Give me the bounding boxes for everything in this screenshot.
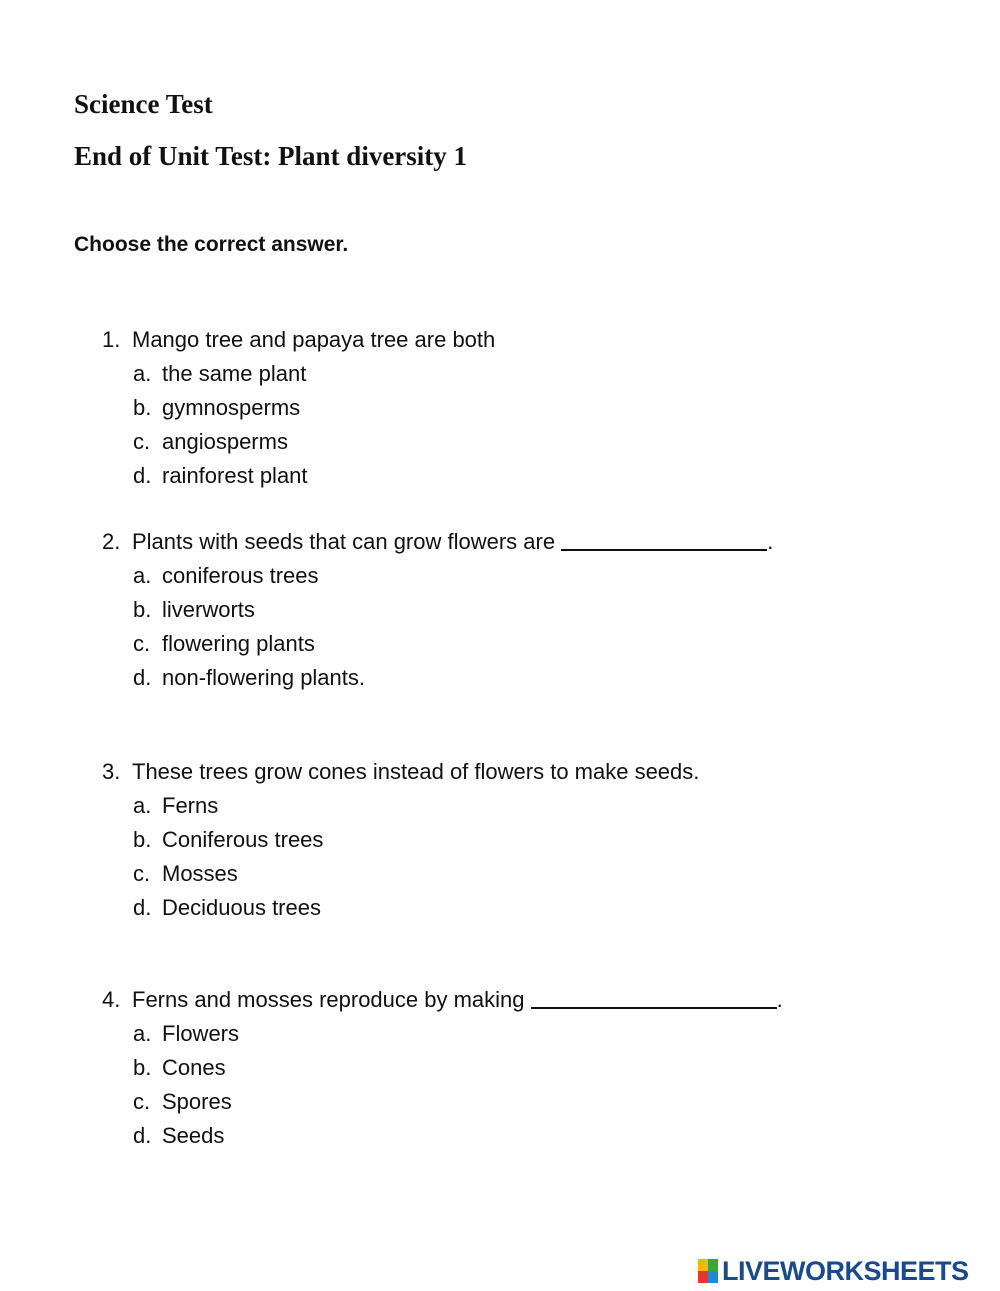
option-letter: a.: [133, 793, 152, 818]
option-letter: b.: [133, 395, 152, 420]
question-2-stem: [102, 525, 773, 559]
option-text: liverworts: [162, 597, 255, 622]
option-text: coniferous trees: [162, 563, 319, 588]
question-text: Ferns and mosses reproduce by making: [132, 987, 525, 1012]
question-number: 2.: [102, 529, 121, 554]
option-text: angiosperms: [162, 429, 288, 454]
option-text: Cones: [162, 1055, 226, 1080]
question-3-stem: [102, 755, 699, 789]
instruction-text: Choose the correct answer.: [74, 233, 349, 256]
question-1-option-c[interactable]: [133, 425, 288, 459]
page-title: Science Test: [74, 89, 213, 119]
logo-square-blue: [708, 1271, 718, 1283]
question-1-option-d[interactable]: [133, 459, 308, 493]
option-letter: d.: [133, 895, 152, 920]
question-1-option-b[interactable]: [133, 391, 300, 425]
question-2-option-d[interactable]: [133, 661, 365, 695]
question-text-end: .: [767, 529, 774, 554]
option-text: flowering plants: [162, 631, 315, 656]
question-number: 4.: [102, 987, 121, 1012]
question-4-stem: [102, 983, 783, 1017]
question-4-option-c[interactable]: [133, 1085, 232, 1119]
liveworksheets-logo[interactable]: [698, 1256, 969, 1286]
option-text: Spores: [162, 1089, 232, 1114]
liveworksheets-logo-icon: [698, 1259, 718, 1283]
answer-blank[interactable]: [561, 527, 767, 551]
option-letter: d.: [133, 1123, 152, 1148]
option-letter: c.: [133, 1089, 151, 1114]
option-text: the same plant: [162, 361, 307, 386]
question-4-option-b[interactable]: [133, 1051, 226, 1085]
option-letter: c.: [133, 861, 151, 886]
logo-square-yellow: [698, 1259, 708, 1271]
option-letter: c.: [133, 631, 151, 656]
question-3-option-c[interactable]: [133, 857, 238, 891]
question-text: Mango tree and papaya tree are both: [132, 327, 496, 352]
question-1-option-a[interactable]: [133, 357, 306, 391]
question-text-end: .: [776, 987, 783, 1012]
option-letter: b.: [133, 597, 152, 622]
option-text: gymnosperms: [162, 395, 301, 420]
option-text: Deciduous trees: [162, 895, 321, 920]
option-text: Coniferous trees: [162, 827, 324, 852]
question-text: Plants with seeds that can grow flowers are: [132, 529, 556, 554]
question-3-option-b[interactable]: [133, 823, 323, 857]
question-text: These trees grow cones instead of flowers to make seeds.: [132, 759, 700, 784]
question-2-option-b[interactable]: [133, 593, 255, 627]
question-1-stem: [102, 323, 495, 357]
option-letter: a.: [133, 563, 152, 588]
question-4-option-d[interactable]: [133, 1119, 224, 1153]
option-letter: a.: [133, 1021, 152, 1046]
option-letter: b.: [133, 827, 152, 852]
question-2-option-c[interactable]: [133, 627, 315, 661]
option-letter: d.: [133, 463, 152, 488]
question-number: 1.: [102, 327, 121, 352]
logo-square-red: [698, 1271, 708, 1283]
question-3-option-d[interactable]: [133, 891, 321, 925]
question-2-option-a[interactable]: [133, 559, 319, 593]
option-text: Seeds: [162, 1123, 225, 1148]
question-4-option-a[interactable]: [133, 1017, 239, 1051]
option-letter: d.: [133, 665, 152, 690]
logo-text: LIVEWORKSHEETS: [722, 1255, 969, 1286]
logo-square-green: [708, 1259, 718, 1271]
option-text: Ferns: [162, 793, 219, 818]
question-number: 3.: [102, 759, 121, 784]
option-text: rainforest plant: [162, 463, 308, 488]
option-letter: a.: [133, 361, 152, 386]
answer-blank[interactable]: [531, 985, 777, 1009]
option-letter: c.: [133, 429, 151, 454]
option-text: Mosses: [162, 861, 238, 886]
page-subtitle: End of Unit Test: Plant diversity 1: [74, 141, 468, 171]
option-text: non-flowering plants.: [162, 665, 366, 690]
option-text: Flowers: [162, 1021, 240, 1046]
option-letter: b.: [133, 1055, 152, 1080]
question-3-option-a[interactable]: [133, 789, 218, 823]
